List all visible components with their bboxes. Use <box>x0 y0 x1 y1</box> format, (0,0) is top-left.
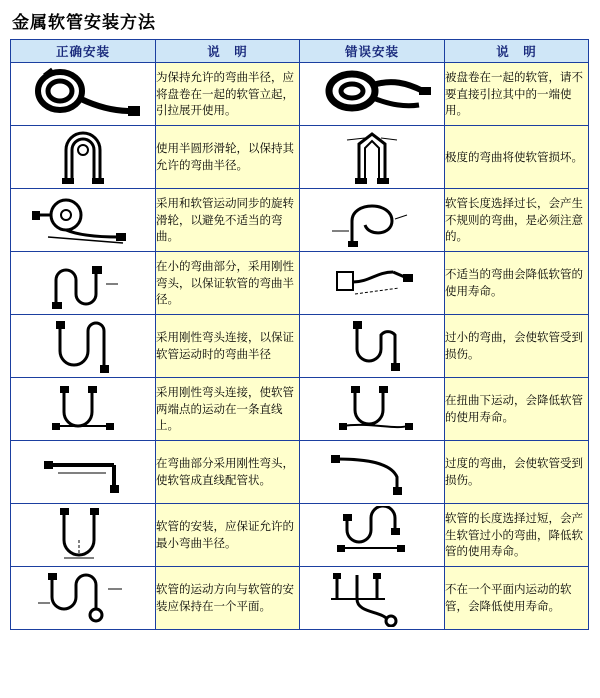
table-row <box>11 504 589 567</box>
minimum-bend-radius-correct-icon <box>18 506 148 564</box>
torsion-motion-wrong-icon <box>307 380 437 438</box>
semicircular-sheave-correct-icon <box>18 128 148 186</box>
table-row <box>11 252 589 315</box>
description-cell-wrong: 软管长度选择过长，会产生不规则的弯曲，是必须注意的。 <box>445 189 589 252</box>
figure-cell-correct <box>11 252 156 315</box>
coiled-hose-wrong-icon <box>307 65 437 123</box>
table-row <box>11 378 589 441</box>
description-cell-wrong: 不适当的弯曲会降低软管的使用寿命。 <box>445 252 589 315</box>
too-small-bend-wrong-icon <box>307 317 437 375</box>
figure-cell-wrong <box>300 189 445 252</box>
description-cell-correct: 采用刚性弯头连接，以保证软管运动时的弯曲半径 <box>156 315 300 378</box>
description-cell-wrong: 在扭曲下运动，会降低软管的使用寿命。 <box>445 378 589 441</box>
same-plane-motion-correct-icon <box>18 569 148 627</box>
hose-installation-table <box>10 39 589 630</box>
rigid-elbow-straight-pipe-correct-icon <box>18 443 148 501</box>
table-row <box>11 126 589 189</box>
coiled-hose-correct-icon <box>18 65 148 123</box>
figure-cell-wrong <box>300 252 445 315</box>
figure-cell-correct <box>11 378 156 441</box>
table-row <box>11 63 589 126</box>
rigid-elbow-connection-correct-icon <box>18 317 148 375</box>
figure-cell-correct <box>11 504 156 567</box>
figure-cell-wrong <box>300 315 445 378</box>
figure-cell-correct <box>11 567 156 630</box>
description-cell-wrong: 极度的弯曲将使软管损坏。 <box>445 126 589 189</box>
description-cell-wrong: 不在一个平面内运动的软管，会降低使用寿命。 <box>445 567 589 630</box>
table-row <box>11 441 589 504</box>
header-wrong-install: 错误安装 <box>300 40 445 63</box>
description-cell-wrong: 过小的弯曲，会使软管受到损伤。 <box>445 315 589 378</box>
header-description-correct: 说 明 <box>156 40 300 63</box>
page-title: 金属软管安装方法 <box>12 13 156 33</box>
figure-cell-correct <box>11 63 156 126</box>
different-plane-motion-wrong-icon <box>307 569 437 627</box>
description-cell-correct: 采用和软管运动同步的旋转滑轮，以避免不适当的弯曲。 <box>156 189 300 252</box>
table-row <box>11 315 589 378</box>
straight-line-motion-correct-icon <box>18 380 148 438</box>
sharp-bend-wrong-icon <box>307 128 437 186</box>
table-row <box>11 567 589 630</box>
figure-cell-wrong <box>300 63 445 126</box>
header-description-wrong: 说 明 <box>445 40 589 63</box>
description-cell-correct: 在弯曲部分采用刚性弯头，使软管成直线配管状。 <box>156 441 300 504</box>
description-cell-wrong: 被盘卷在一起的软管，请不要直接引拉其中的一端使用。 <box>445 63 589 126</box>
header-correct-install: 正确安装 <box>11 40 156 63</box>
excessive-bend-wrong-icon <box>307 443 437 501</box>
over-length-wrong-icon <box>307 506 437 564</box>
table-row <box>11 189 589 252</box>
rigid-bend-small-radius-correct-icon <box>18 254 148 312</box>
description-cell-correct: 在小的弯曲部分，采用刚性弯头，以保证软管的弯曲半径。 <box>156 252 300 315</box>
description-cell-wrong: 过度的弯曲，会使软管受到损伤。 <box>445 441 589 504</box>
description-cell-correct: 使用半圆形滑轮，以保持其允许的弯曲半径。 <box>156 126 300 189</box>
figure-cell-wrong <box>300 567 445 630</box>
figure-cell-wrong <box>300 126 445 189</box>
figure-cell-correct <box>11 441 156 504</box>
figure-cell-correct <box>11 315 156 378</box>
figure-cell-wrong <box>300 504 445 567</box>
synchronized-pulley-correct-icon <box>18 191 148 249</box>
figure-cell-wrong <box>300 378 445 441</box>
description-cell-correct: 为保持允许的弯曲半径，应将盘卷在一起的软管立起，引拉展开使用。 <box>156 63 300 126</box>
figure-cell-correct <box>11 126 156 189</box>
long-hose-wrong-icon <box>307 191 437 249</box>
table-header-row <box>11 40 589 63</box>
improper-bend-wrong-icon <box>307 254 437 312</box>
description-cell-correct: 采用刚性弯头连接，使软管两端点的运动在一条直线上。 <box>156 378 300 441</box>
figure-cell-correct <box>11 189 156 252</box>
description-cell-correct: 软管的运动方向与软管的安装应保持在一个平面。 <box>156 567 300 630</box>
description-cell-correct: 软管的安装，应保证允许的最小弯曲半径。 <box>156 504 300 567</box>
description-cell-wrong: 软管的长度选择过短，会产生软管过小的弯曲，降低软管的使用寿命。 <box>445 504 589 567</box>
figure-cell-wrong <box>300 441 445 504</box>
